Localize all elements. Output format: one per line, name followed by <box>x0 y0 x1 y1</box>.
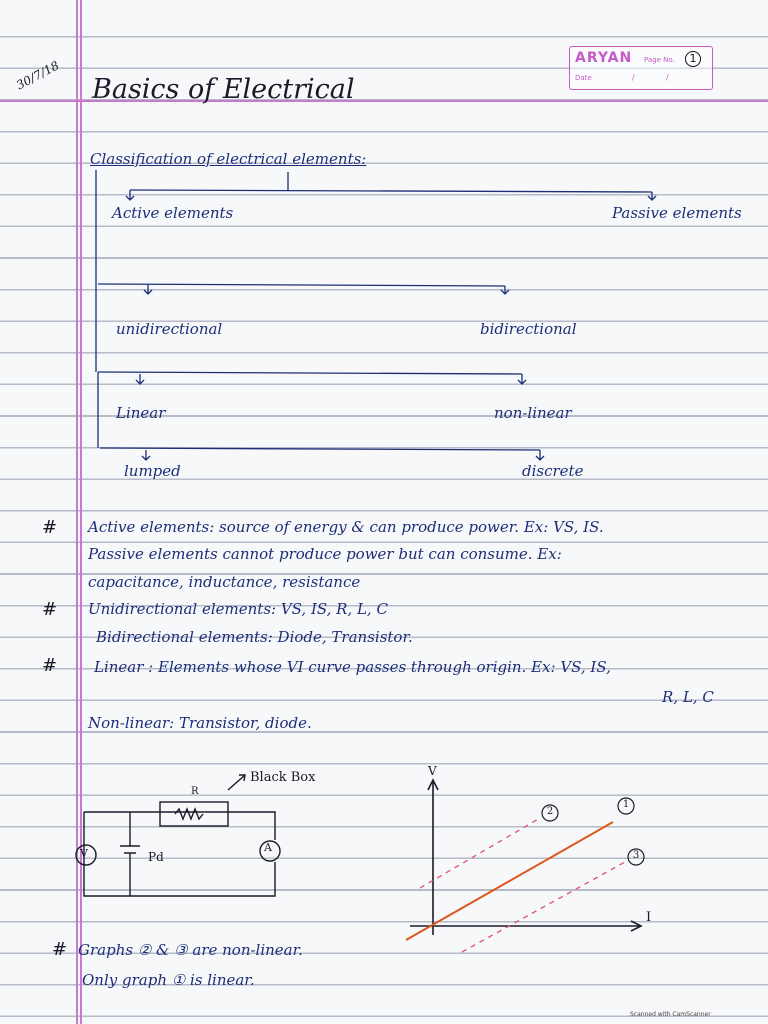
tree-branch-top <box>130 172 652 192</box>
curve-3-line <box>462 862 625 952</box>
brand-name: ARYAN <box>575 50 633 66</box>
note-bullet: # <box>52 939 68 960</box>
note-line: Linear : Elements whose VI curve passes through origin. Ex: VS, IS, <box>94 658 611 676</box>
pointer-arrow-icon <box>228 775 245 790</box>
curve-1-label: 1 <box>622 799 630 810</box>
note-line: Non-linear: Transistor, diode. <box>88 714 312 732</box>
x-axis-arrow-icon <box>410 921 641 931</box>
curve-2-line <box>420 818 540 888</box>
curve-3-circle <box>628 849 644 865</box>
bidirectional-label: bidirectional <box>480 320 577 338</box>
y-axis-label: V <box>428 764 437 778</box>
date-slash: / <box>632 73 635 82</box>
linear-label: Linear <box>116 404 166 422</box>
arrow-down-icon <box>126 190 134 200</box>
tree-branch-4 <box>100 448 540 450</box>
lumped-label: lumped <box>124 462 181 480</box>
arrow-down-icon <box>536 450 544 460</box>
y-axis-arrow-icon <box>428 780 438 935</box>
voltmeter-label: V <box>80 847 88 860</box>
arrow-down-icon <box>501 286 509 294</box>
note-line: Unidirectional elements: VS, IS, R, L, C <box>88 600 388 618</box>
unidirectional-label: unidirectional <box>116 320 223 338</box>
passive-elements-label: Passive elements <box>612 204 742 222</box>
scanner-footer: Scanned with CamScanner <box>630 1011 711 1018</box>
curve-2-circle <box>542 805 558 821</box>
ammeter-circle <box>260 841 280 861</box>
conclusion-line: Only graph ① is linear. <box>82 971 255 989</box>
tree-branch-2 <box>98 284 505 286</box>
note-line: Bidirectional elements: Diode, Transistor. <box>96 628 413 646</box>
arrow-down-icon <box>136 374 144 384</box>
curve-1-line <box>406 822 613 940</box>
discrete-label: discrete <box>522 462 584 480</box>
black-box-label: Black Box <box>250 770 316 785</box>
note-bullet: # <box>42 517 58 538</box>
note-line: Active elements: source of energy & can produce power. Ex: VS, IS. <box>88 518 604 536</box>
resistor-label: R <box>191 786 199 797</box>
page-title: Basics of Electrical <box>92 74 355 105</box>
black-box-rect <box>160 802 228 826</box>
page-number: 1 <box>685 51 701 67</box>
tree-branch-3 <box>98 372 522 374</box>
source-label: Pd <box>148 850 164 864</box>
active-elements-label: Active elements <box>112 204 234 222</box>
handwritten-date: 30/7/18 <box>14 58 62 93</box>
note-line: capacitance, inductance, resistance <box>88 573 361 591</box>
conclusion-line: Graphs ② & ③ are non-linear. <box>78 941 303 959</box>
resistor-zigzag <box>175 809 203 819</box>
classification-heading: Classification of electrical elements: <box>90 150 367 168</box>
circuit-diagram <box>76 775 280 896</box>
note-line: R, L, C <box>662 688 714 706</box>
curve-3-label: 3 <box>632 850 640 861</box>
page-no-label: Page No. <box>644 56 675 64</box>
arrow-down-icon <box>518 374 526 384</box>
note-line: Passive elements cannot produce power but can consume. Ex: <box>88 545 562 563</box>
curve-2-label: 2 <box>546 806 554 817</box>
classification-tree <box>96 170 656 460</box>
battery-symbol <box>120 812 140 896</box>
date-slash: / <box>666 73 669 82</box>
voltmeter-circle <box>76 845 96 865</box>
arrow-down-icon <box>144 285 152 294</box>
note-bullet: # <box>42 599 58 620</box>
x-axis-label: I <box>646 910 652 925</box>
note-bullet: # <box>42 655 58 676</box>
date-label: Date <box>575 74 592 82</box>
circuit-outer-wire <box>84 812 275 896</box>
ammeter-label: A <box>264 841 272 854</box>
non-linear-label: non-linear <box>494 404 572 422</box>
arrow-down-icon <box>142 450 150 460</box>
curve-1-circle <box>618 798 634 814</box>
arrow-down-icon <box>648 192 656 200</box>
vi-graph <box>406 780 644 952</box>
